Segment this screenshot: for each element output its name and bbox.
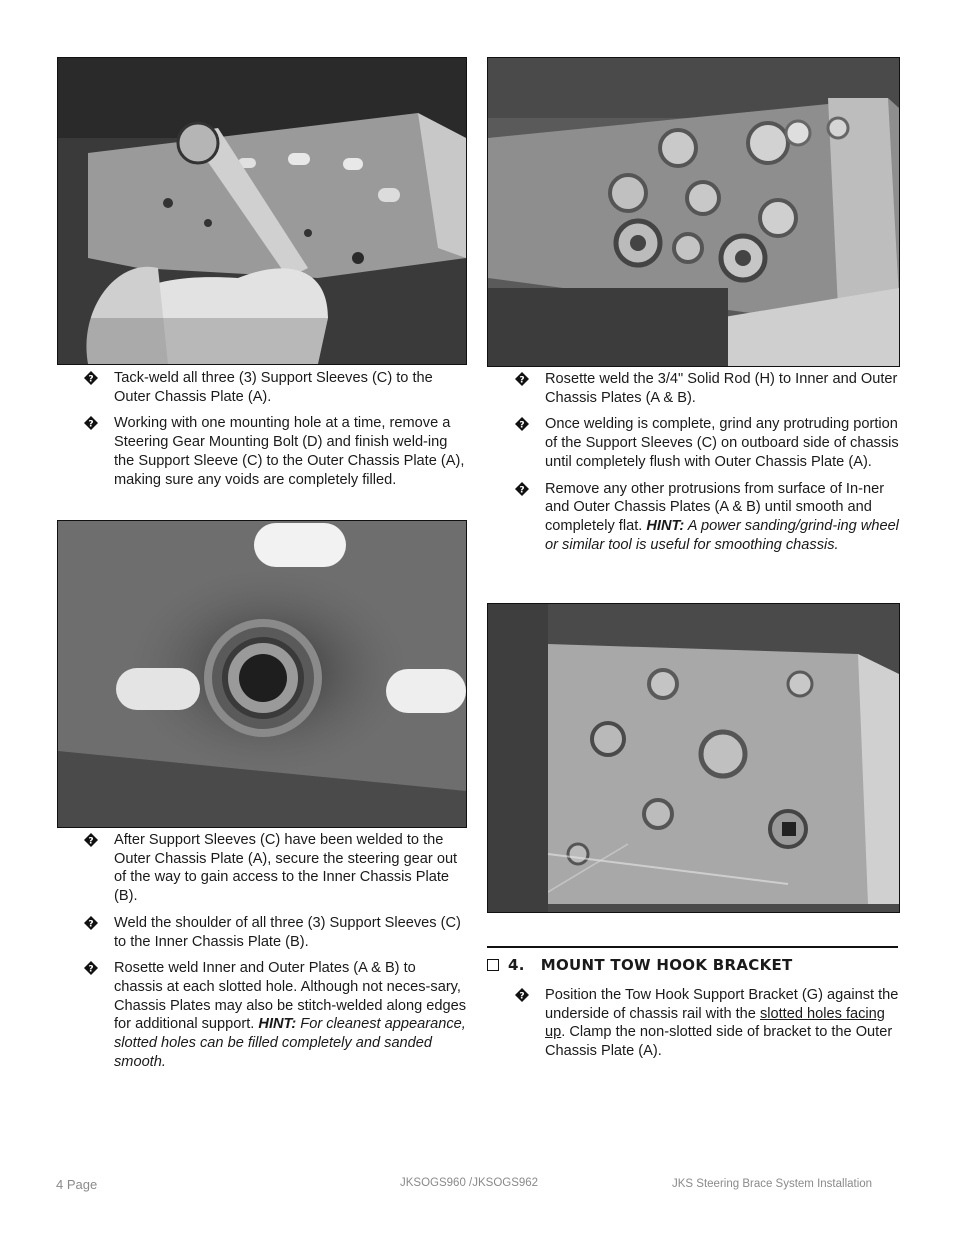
bullet-text: Tack-weld all three (3) Support Sleeves (C) to the Outer Chassis Plate (A).: [114, 370, 433, 405]
photo-ground-smooth-plate: [487, 603, 900, 913]
bullet-item: [84, 914, 468, 951]
svg-text:?: ?: [519, 375, 525, 386]
bullet-text: After Support Sleeves (C) have been welded to the Outer Chassis Plate (A), secure the steering gear out of the way to gain access to the Inner Chassis Plate (B).: [114, 832, 458, 905]
left-bullets-top: [84, 369, 468, 496]
svg-text:?: ?: [88, 419, 94, 430]
hint-label: HINT:: [258, 1016, 297, 1033]
diamond-bullet-icon: [515, 482, 529, 496]
diamond-bullet-icon: [84, 833, 98, 847]
hint-text: For cleanest appearance, slotted holes can be filled completely and sanded smooth.: [114, 1016, 466, 1070]
bullet-item: [84, 959, 468, 1071]
step-heading: [487, 956, 793, 974]
diamond-bullet-icon: [515, 372, 529, 386]
bullet-text: Once welding is complete, grind any protruding portion of the Support Sleeves (C) on outboard side of chassis until completely flush with Outer Chassis Plate (A).: [545, 416, 899, 470]
step-title: MOUNT TOW HOOK BRACKET: [540, 956, 793, 974]
right-bullets-top: [515, 370, 899, 561]
bullet-item: [84, 369, 468, 406]
diamond-bullet-icon: [84, 416, 98, 430]
checkbox-icon: [487, 959, 499, 971]
left-bullets-bottom: [84, 831, 468, 1078]
diamond-bullet-icon: [515, 417, 529, 431]
bullet-text: Remove any other protrusions from surface of In-ner and Outer Chassis Plates (A & B) until smooth and completely flat. HINT: A power sanding/grind-ing wheel or similar tool is useful for smoothing chassis.: [545, 480, 899, 553]
bullet-item: [515, 986, 901, 1061]
hint-text: A power sanding/grind-ing wheel or similar tool is useful for smoothing chassis.: [545, 517, 899, 553]
bullet-text: Rosette weld Inner and Outer Plates (A & B) to chassis at each slotted hole. Although not neces-sary, Chassis Plates may also be stitch-welded along edges for additional support. HINT: For cleanest appearance, slotted holes can be filled completely and sanded smooth.: [114, 960, 467, 1070]
svg-text:?: ?: [88, 836, 94, 847]
svg-text:?: ?: [519, 420, 525, 431]
photo-rosette-weld-plate: [487, 57, 900, 367]
photo-wrench-tack-weld: [57, 57, 467, 365]
diamond-bullet-icon: [84, 961, 98, 975]
svg-text:?: ?: [519, 991, 525, 1002]
section-divider: [487, 946, 898, 948]
photo-support-sleeve-closeup: [57, 520, 467, 828]
bullet-item: [515, 370, 899, 407]
bullet-text: Position the Tow Hook Support Bracket (G) against the underside of chassis rail with the slotted holes facing up. Clamp the non-slotted side of bracket to the Outer Chassis Plate (A).: [545, 987, 899, 1060]
underlined-text: slotted holes facing up: [545, 1005, 885, 1041]
hint-label: HINT:: [646, 517, 685, 534]
diamond-bullet-icon: [515, 988, 529, 1002]
bullet-item: [84, 831, 468, 906]
diamond-bullet-icon: [84, 916, 98, 930]
footer-doc-title: JKS Steering Brace System Installation: [672, 1178, 873, 1190]
step-number: 4.: [508, 956, 525, 974]
footer-part-numbers: JKSOGS960 /JKSOGS962: [400, 1177, 539, 1189]
bullet-text: Weld the shoulder of all three (3) Support Sleeves (C) to the Inner Chassis Plate (B).: [114, 914, 461, 950]
svg-text:?: ?: [88, 374, 94, 385]
bullet-item: [515, 415, 899, 471]
bullet-item: [515, 480, 899, 555]
svg-text:?: ?: [88, 919, 94, 930]
footer-page-number: 4 Page: [56, 1177, 98, 1192]
bullet-text: Working with one mounting hole at a time, remove a Steering Gear Mounting Bolt (D) and finish weld-ing the Support Sleeve (C) to the Outer Chassis Plate (A), making sure any voids are completely filled.: [114, 415, 465, 488]
svg-text:?: ?: [88, 964, 94, 975]
bullet-text: Rosette weld the 3/4" Solid Rod (H) to Inner and Outer Chassis Plates (A & B).: [545, 371, 898, 406]
bullet-item: [84, 414, 468, 489]
step-bullets: [515, 986, 901, 1068]
diamond-bullet-icon: [84, 371, 98, 385]
svg-text:?: ?: [519, 485, 525, 496]
